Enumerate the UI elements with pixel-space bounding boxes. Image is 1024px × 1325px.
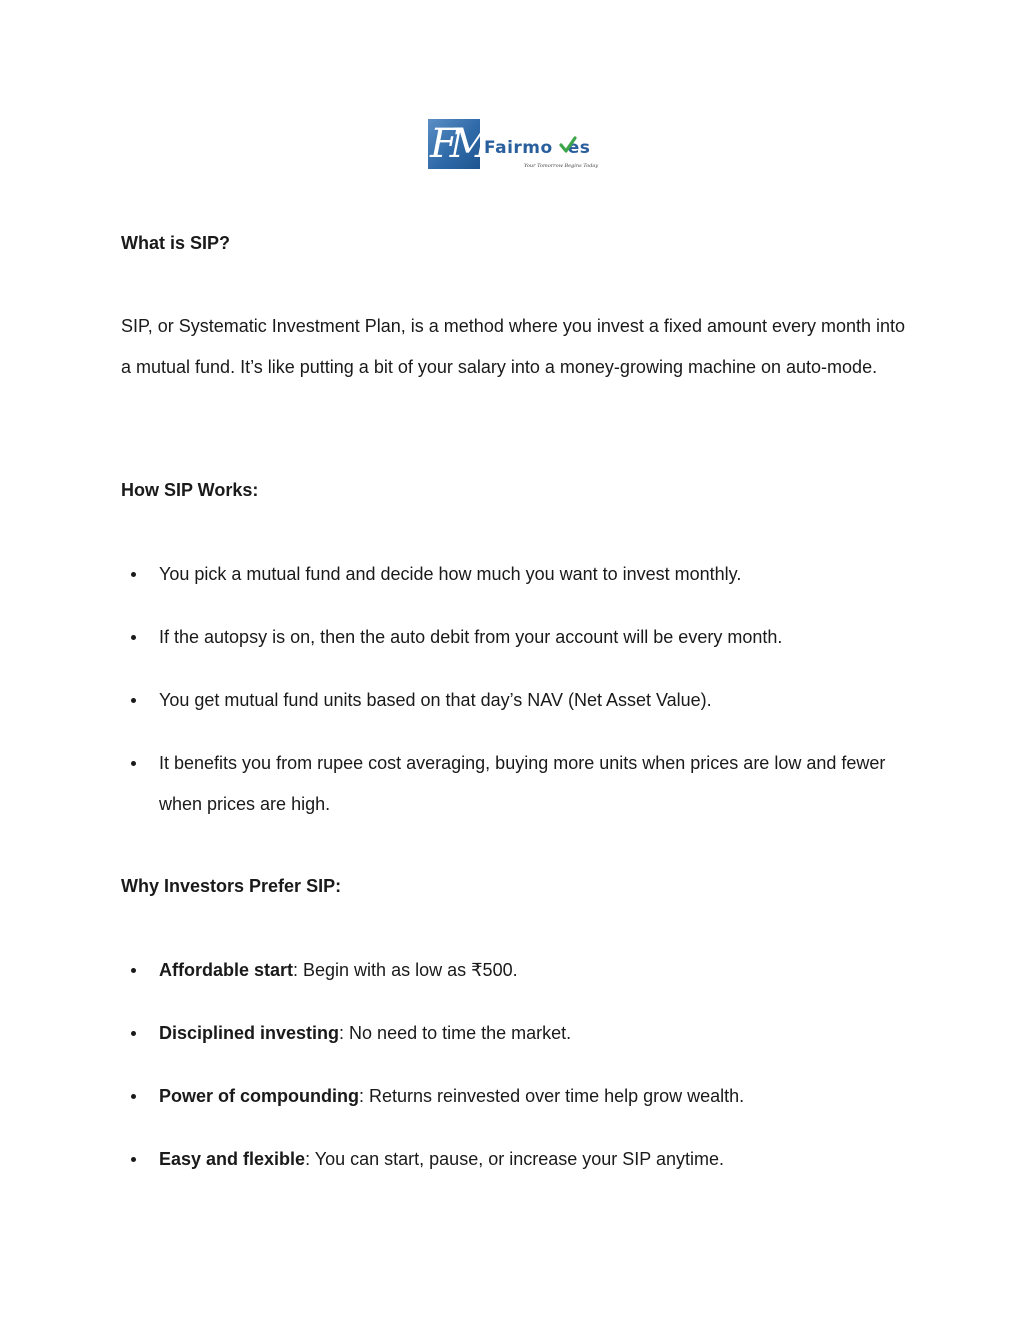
checkmark-icon	[559, 136, 577, 154]
benefit-term: Power of compounding	[159, 1086, 359, 1106]
list-item-text: It benefits you from rupee cost averaging, buying more units when prices are low and fewer when prices are high.	[159, 753, 886, 814]
benefit-description: : No need to time the market.	[339, 1023, 572, 1043]
bullet-icon	[131, 698, 136, 703]
list-item-text	[159, 950, 919, 991]
list-item-text	[159, 1139, 919, 1180]
benefit-description: : You can start, pause, or increase your SIP anytime.	[305, 1149, 724, 1169]
list-item-text: You get mutual fund units based on that day’s NAV (Net Asset Value).	[159, 690, 712, 710]
section-heading-why-investors-prefer-sip: Why Investors Prefer SIP:	[121, 876, 342, 896]
logo-monogram-text: FM	[430, 121, 483, 167]
benefit-term: Easy and flexible	[159, 1149, 306, 1169]
section-heading-what-is-sip: What is SIP?	[121, 233, 231, 253]
bullet-icon	[131, 968, 136, 973]
fairmoves-logo	[428, 118, 598, 174]
list-item-text: You pick a mutual fund and decide how much you want to invest monthly.	[159, 564, 742, 584]
list-item-text	[159, 1013, 919, 1054]
sip-definition-paragraph: SIP, or Systematic Investment Plan, is a method where you invest a fixed amount every month into a mutual fund. It’s like putting a bit of your salary into a money-growing machine on auto-mode.	[121, 316, 906, 377]
section-heading-how-sip-works: How SIP Works:	[121, 480, 259, 500]
logo-monogram	[428, 119, 483, 169]
benefit-description: : Begin with as low as ₹500.	[293, 960, 518, 980]
bullet-icon	[131, 635, 136, 640]
bullet-icon	[131, 572, 136, 577]
benefit-description: : Returns reinvested over time help grow wealth.	[359, 1086, 745, 1106]
bullet-icon	[131, 761, 136, 766]
bullet-icon	[131, 1031, 136, 1036]
logo-brand-tail: es	[567, 138, 591, 158]
logo-tagline: Your Tomorrow Begins Today	[524, 163, 599, 169]
list-item-text	[159, 1076, 919, 1117]
list-item-text: If the autopsy is on, then the auto debit from your account will be every month.	[159, 627, 783, 647]
benefit-term: Affordable start	[159, 960, 294, 980]
benefit-term: Disciplined investing	[159, 1023, 340, 1043]
bullet-icon	[131, 1157, 136, 1162]
bullet-icon	[131, 1094, 136, 1099]
logo-brand-text: Fairmo	[484, 138, 553, 158]
